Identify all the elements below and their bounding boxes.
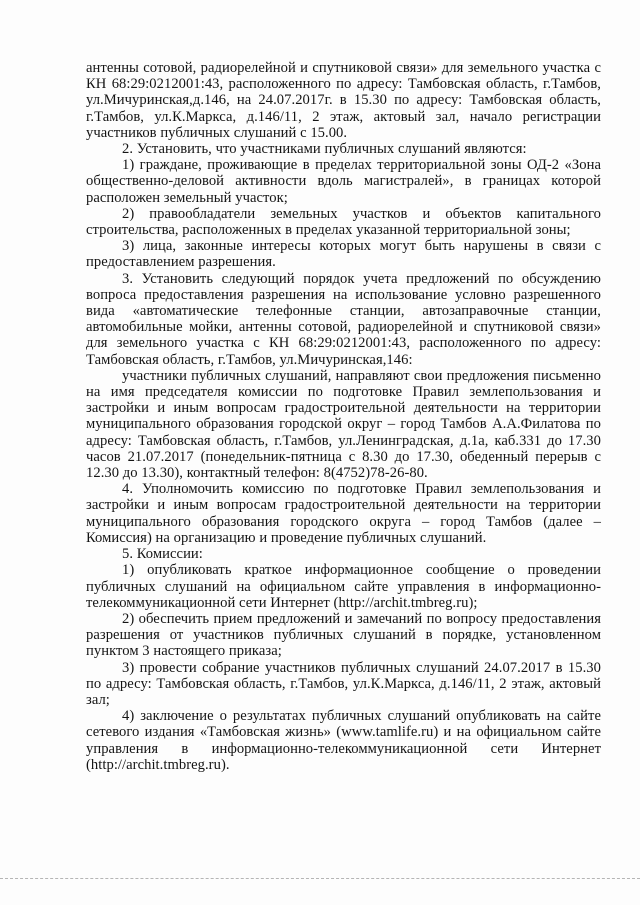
paragraph-item-2-1: 1) граждане, проживающие в пределах территориальной зоны ОД-2 «Зона общественно-деловой активности вдоль магистралей», в границах которой расположен земельный участок; <box>86 157 601 206</box>
paragraph-item-3: 3. Установить следующий порядок учета предложений по обсуждению вопроса предоставления разрешения на использование условно разрешенного вида «автоматические телефонные станции, автозаправочные станции, автомобильные мойки, антенны сотовой, радиорелейной и спутниковой связи» для земельного участка с КН 68:29:0212001:43, расположенного по адресу: Тамбовская область, г.Тамбов, ул.Мичуринская,146: <box>86 270 601 368</box>
document-body <box>86 60 601 773</box>
paragraph-item-5-2: 2) обеспечить прием предложений и замечаний по вопросу предоставления разрешения от участников публичных слушаний в порядке, установленном пунктом 3 настоящего приказа; <box>86 610 601 660</box>
paragraph-item-3-participants: участники публичных слушаний, направляют свои предложения письменно на имя председателя комиссии по подготовке Правил землепользования и застройки и иным вопросам градостроительной деятельности на территории муниципального образования городской округ – город Тамбов А.А.Филатова по адресу: Тамбовская область, г.Тамбов, ул.Ленинградская, д.1а, каб.331 до 17.30 часов 21.07.2017 (понедельник-пятница с 8.30 до 17.30, обеденный перерыв с 12.30 до 13.30), контактный телефон: 8(4752)78-26-80. <box>86 367 601 482</box>
paragraph-item-5-1: 1) опубликовать краткое информационное сообщение о проведении публичных слушаний на официальном сайте управления в информационно-телекоммуникационной сети Интернет (http://archit.tmbreg.ru); <box>86 562 601 611</box>
page-bottom-divider <box>0 878 640 879</box>
paragraph-item-2: 2. Установить, что участниками публичных слушаний являются: <box>122 141 527 158</box>
paragraph-item-5: 5. Комиссии: <box>122 546 203 563</box>
paragraph-item-2-3: 3) лица, законные интересы которых могут быть нарушены в связи с предоставлением разрешения. <box>86 238 601 271</box>
paragraph-item-5-3: 3) провести собрание участников публичных слушаний 24.07.2017 в 15.30 по адресу: Тамбовская область, г.Тамбов, ул.К.Маркса, д.146/11, 2 этаж, актовый зал; <box>86 659 601 708</box>
paragraph-item-4: 4. Уполномочить комиссию по подготовке Правил землепользования и застройки и иным вопросам градостроительной деятельности на территории муниципального образования городского округа – город Тамбов (далее – Комиссия) на организацию и проведение публичных слушаний. <box>86 481 601 546</box>
paragraph-continuation: антенны сотовой, радиорелейной и спутниковой связи» для земельного участка с КН 68:29:0212001:43, расположенного по адресу: Тамбовская область, г.Тамбов, ул.Мичуринская,д.146, на 24.07.2017г. в 15.30 по адресу: Тамбовская область, г.Тамбов, ул.К.Маркса, д.146/11, 2 этаж, актовый зал, начало регистрации участников публичных слушаний с 15.00. <box>86 60 601 141</box>
paragraph-item-5-4: 4) заключение о результатах публичных слушаний опубликовать на сайте сетевого издания «Тамбовская жизнь» (www.tamlife.ru) и на официальном сайте управления в информационно-телекоммуникационной сети Интернет (http://archit.tmbreg.ru). <box>86 708 601 773</box>
paragraph-item-2-2: 2) правообладатели земельных участков и объектов капитального строительства, расположенных в пределах указанной территориальной зоны; <box>86 205 601 239</box>
